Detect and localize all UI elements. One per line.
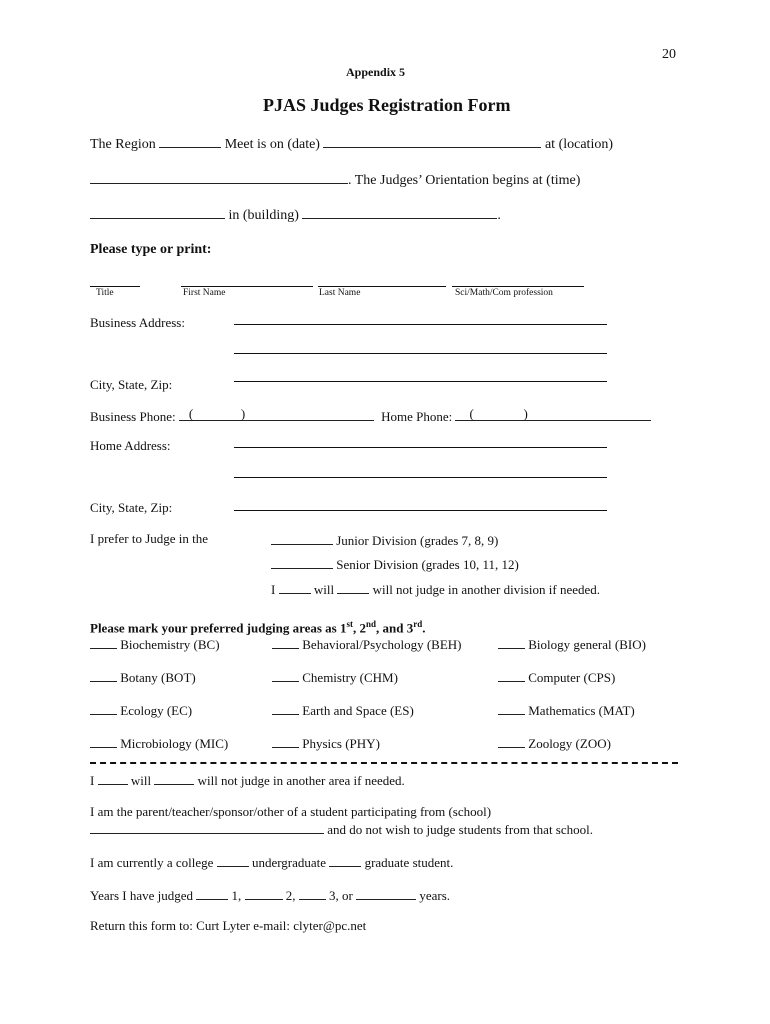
area-will-not-blank[interactable] <box>154 771 194 785</box>
intro-period: . <box>497 208 501 223</box>
building-blank[interactable] <box>302 205 497 219</box>
area-blank[interactable] <box>272 635 299 649</box>
time-blank[interactable] <box>90 205 225 219</box>
home-address-line-1[interactable] <box>234 447 607 448</box>
home-city-line[interactable] <box>234 510 607 511</box>
other-area-row <box>90 771 405 789</box>
years-other-blank[interactable] <box>356 886 416 900</box>
business-city-label: City, State, Zip: <box>90 377 173 392</box>
home-phone-label: Home Phone: <box>381 409 453 424</box>
parent-line: I am the parent/teacher/sponsor/other of a student participating from (school) <box>90 804 492 819</box>
senior-row <box>271 555 519 573</box>
years-1-label: 1, <box>231 888 242 903</box>
home-city-label: City, State, Zip: <box>90 500 173 515</box>
division-i: I <box>271 582 276 597</box>
years-row <box>90 886 450 904</box>
date-blank[interactable] <box>323 134 541 148</box>
judging-areas-heading: Please mark your preferred judging areas as 1st, 2nd, and 3rd. <box>90 619 426 636</box>
title-label: Title <box>96 288 114 298</box>
area-microbiology: Microbiology (MIC) <box>90 734 228 752</box>
area-blank[interactable] <box>90 701 117 715</box>
page-number: 20 <box>662 47 676 62</box>
junior-row <box>271 531 498 549</box>
area-blank[interactable] <box>90 635 117 649</box>
division-will-not-label: will not judge in another division if needed. <box>372 582 601 597</box>
senior-blank[interactable] <box>271 555 333 569</box>
area-ecology: Ecology (EC) <box>90 701 192 719</box>
profession-field-line[interactable] <box>452 286 584 287</box>
first-name-label: First Name <box>183 288 226 298</box>
area-botany: Botany (BOT) <box>90 668 196 686</box>
phones-row <box>90 407 651 425</box>
intro-line-2 <box>90 170 580 189</box>
years-2-blank[interactable] <box>245 886 283 900</box>
home-address-label: Home Address: <box>90 438 171 453</box>
graduate-label: graduate student. <box>364 855 454 870</box>
area-biochemistry: Biochemistry (BC) <box>90 635 220 653</box>
prefer-judge-label: I prefer to Judge in the <box>90 531 209 546</box>
years-1-blank[interactable] <box>196 886 228 900</box>
division-will-not-blank[interactable] <box>337 580 369 594</box>
division-will-blank[interactable] <box>279 580 311 594</box>
college-label: I am currently a college <box>90 855 214 870</box>
intro-line-3 <box>90 205 501 224</box>
area-will-label: will <box>130 773 152 788</box>
region-label: The Region <box>90 137 156 152</box>
years-2-label: 2, <box>285 888 296 903</box>
return-to-line: Return this form to: Curt Lyter e-mail: clyter@pc.net <box>90 918 367 933</box>
region-blank[interactable] <box>159 134 221 148</box>
area-blank[interactable] <box>272 668 299 682</box>
location-blank[interactable] <box>90 170 348 184</box>
business-address-line-2[interactable] <box>234 353 607 354</box>
appendix-label: Appendix 5 <box>346 65 406 79</box>
parent-line-2-text: and do not wish to judge students from that school. <box>327 822 594 837</box>
business-phone-paren-close: ) <box>240 406 246 421</box>
title-field-line[interactable] <box>90 286 140 287</box>
area-blank[interactable] <box>272 734 299 748</box>
area-earth-space: Earth and Space (ES) <box>272 701 414 719</box>
area-blank[interactable] <box>498 668 525 682</box>
area-will-blank[interactable] <box>98 771 128 785</box>
area-computer: Computer (CPS) <box>498 668 615 686</box>
last-name-label: Last Name <box>319 288 361 298</box>
location-label: at (location) <box>544 137 613 152</box>
first-name-field-line[interactable] <box>181 286 313 287</box>
junior-blank[interactable] <box>271 531 333 545</box>
meet-date-label: Meet is on (date) <box>224 137 320 152</box>
business-address-label: Business Address: <box>90 315 185 330</box>
last-name-field-line[interactable] <box>318 286 446 287</box>
senior-label: Senior Division (grades 10, 11, 12) <box>336 557 519 572</box>
profession-label: Sci/Math/Com profession <box>455 288 553 298</box>
business-phone-paren-open: ( <box>188 406 194 421</box>
junior-label: Junior Division (grades 7, 8, 9) <box>336 533 499 548</box>
area-physics: Physics (PHY) <box>272 734 380 752</box>
college-row <box>90 853 453 871</box>
intro-line-1 <box>90 134 613 153</box>
home-phone-field[interactable] <box>455 407 651 421</box>
area-chemistry: Chemistry (CHM) <box>272 668 398 686</box>
business-city-line[interactable] <box>234 381 607 382</box>
area-mathematics: Mathematics (MAT) <box>498 701 635 719</box>
undergraduate-blank[interactable] <box>217 853 249 867</box>
years-end-label: years. <box>419 888 451 903</box>
business-phone-label: Business Phone: <box>90 409 176 424</box>
business-phone-field[interactable] <box>179 407 374 421</box>
area-blank[interactable] <box>272 701 299 715</box>
area-blank[interactable] <box>90 668 117 682</box>
years-3-blank[interactable] <box>299 886 326 900</box>
area-zoology: Zoology (ZOO) <box>498 734 611 752</box>
years-3-label: 3, or <box>329 888 353 903</box>
graduate-blank[interactable] <box>329 853 361 867</box>
dashed-divider <box>90 762 678 764</box>
area-biology: Biology general (BIO) <box>498 635 646 653</box>
orientation-label: . The Judges’ Orientation begins at (time) <box>348 173 581 188</box>
please-type-label: Please type or print: <box>90 242 212 257</box>
parent-line-2 <box>90 820 593 838</box>
home-phone-paren-open: ( <box>469 406 474 421</box>
building-label: in (building) <box>228 208 299 223</box>
home-address-line-2[interactable] <box>234 477 607 478</box>
form-title: PJAS Judges Registration Form <box>263 95 511 115</box>
years-label: Years I have judged <box>90 888 194 903</box>
area-blank[interactable] <box>498 635 525 649</box>
area-blank[interactable] <box>498 734 525 748</box>
area-blank[interactable] <box>90 734 117 748</box>
other-division-row <box>271 580 600 598</box>
area-behavioral: Behavioral/Psychology (BEH) <box>272 635 461 653</box>
area-i: I <box>90 773 95 788</box>
area-will-not-label: will not judge in another area if needed. <box>197 773 405 788</box>
division-will-label: will <box>313 582 335 597</box>
school-blank[interactable] <box>90 820 324 834</box>
business-address-line-1[interactable] <box>234 324 607 325</box>
area-blank[interactable] <box>498 701 525 715</box>
undergraduate-label: undergraduate <box>251 855 327 870</box>
home-phone-paren-close: ) <box>523 406 528 421</box>
